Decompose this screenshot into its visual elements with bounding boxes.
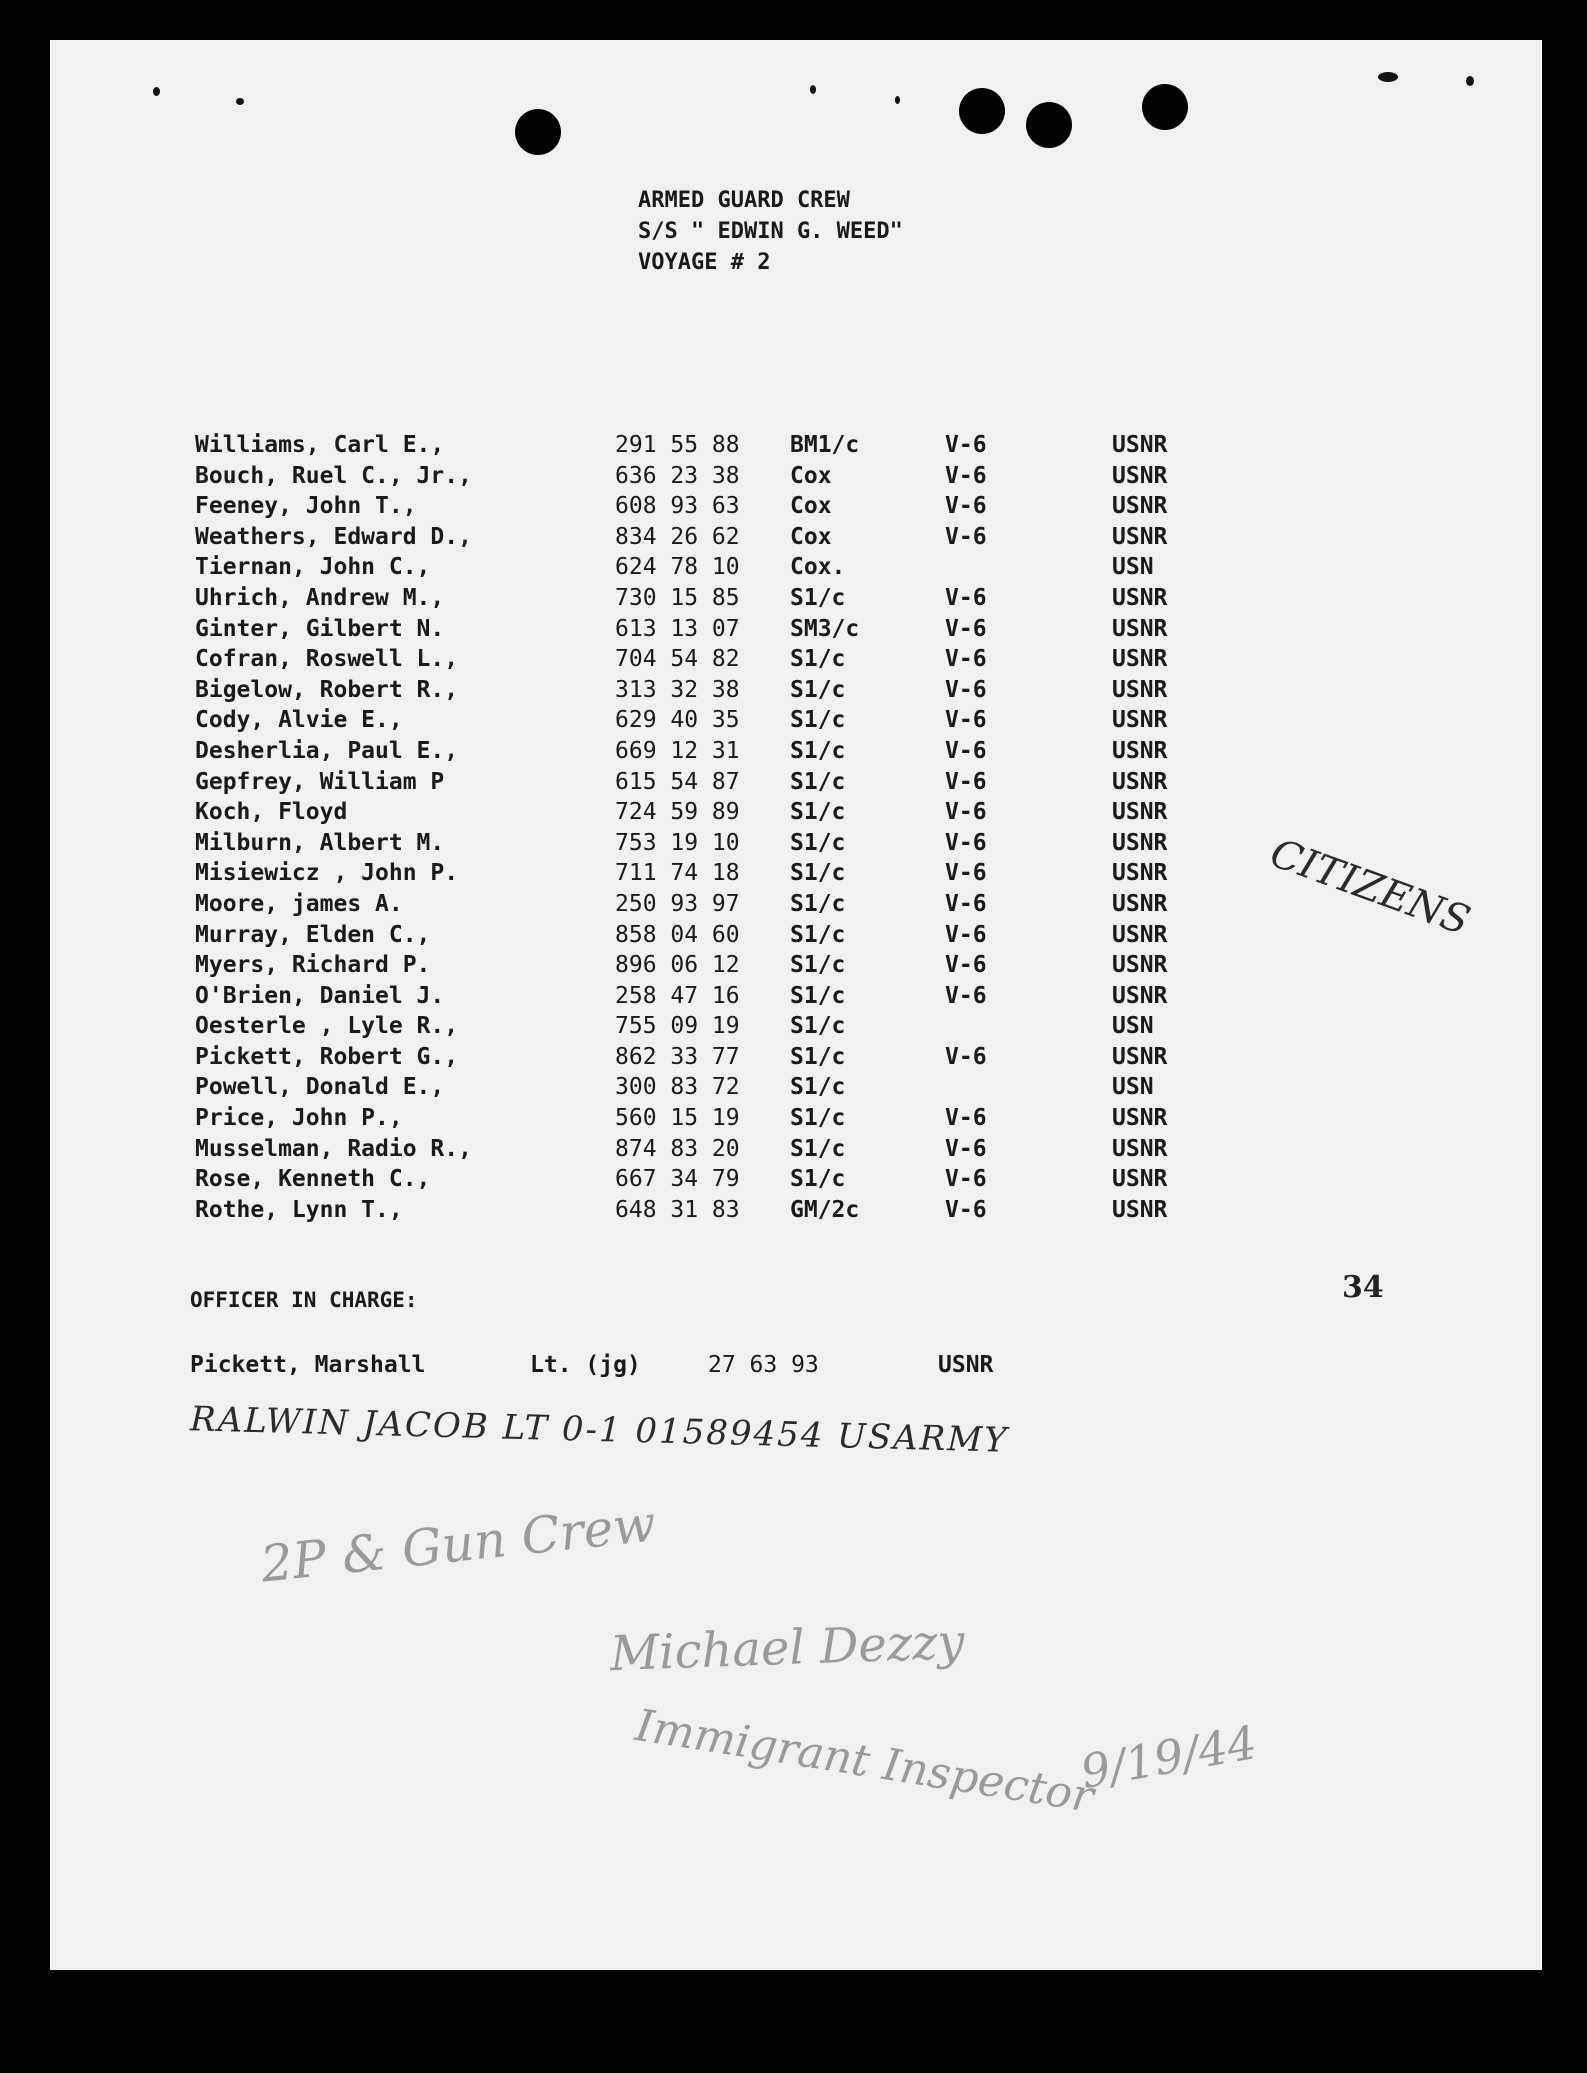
crew-class: V-6 [945, 829, 987, 856]
crew-component: USNR [1112, 646, 1168, 673]
crew-class: V-6 [945, 890, 987, 917]
crew-name: Bigelow, Robert R., [195, 676, 459, 703]
crew-service-number: 862 33 77 [615, 1043, 740, 1070]
crew-service-number: 608 93 63 [615, 493, 740, 520]
army-entry: RALWIN JACOB LT 0-1 01589454 USARMY [189, 1399, 1010, 1461]
crew-class: V-6 [945, 646, 987, 673]
crew-service-number: 291 55 88 [615, 432, 740, 458]
punch-hole [1026, 102, 1072, 148]
crew-name: Bouch, Ruel C., Jr., [195, 462, 472, 489]
crew-service-number: 896 06 12 [615, 952, 740, 979]
crew-rate: SM3/c [790, 615, 860, 642]
crew-component: USNR [1112, 676, 1168, 703]
crew-service-number: 834 26 62 [615, 523, 740, 550]
crew-rate: S1/c [790, 676, 846, 703]
crew-component: USNR [1112, 432, 1168, 458]
crew-class: V-6 [945, 1166, 987, 1193]
crew-class: V-6 [945, 523, 987, 550]
crew-class: V-6 [945, 799, 987, 826]
crew-service-number: 629 40 35 [615, 707, 740, 734]
officer-rank: Lt. (jg) [530, 1352, 641, 1378]
crew-name: O'Brien, Daniel J. [195, 982, 445, 1009]
crew-class: V-6 [945, 952, 987, 979]
crew-component: USN [1112, 554, 1154, 581]
crew-rate: S1/c [790, 1043, 846, 1070]
crew-component: USNR [1112, 829, 1168, 856]
crew-class: V-6 [945, 1043, 987, 1070]
crew-name: Myers, Richard P. [195, 952, 431, 979]
crew-name: Milburn, Albert M. [195, 829, 445, 856]
crew-name: Cofran, Roswell L., [195, 646, 459, 673]
crew-name: Desherlia, Paul E., [195, 737, 459, 764]
crew-component: USNR [1112, 1196, 1168, 1223]
crew-service-number: 615 54 87 [615, 768, 740, 795]
crew-class: V-6 [945, 1196, 987, 1223]
punch-hole [959, 88, 1005, 134]
crew-name: Pickett, Robert G., [195, 1043, 459, 1070]
crew-name: Price, John P., [195, 1105, 403, 1132]
crew-class: V-6 [945, 737, 987, 764]
crew-rate: S1/c [790, 584, 846, 611]
speck [1466, 76, 1474, 86]
document-header [638, 185, 903, 278]
crew-service-number: 711 74 18 [615, 860, 740, 887]
crew-service-number: 753 19 10 [615, 829, 740, 856]
crew-service-number: 704 54 82 [615, 646, 740, 673]
speck [810, 85, 816, 94]
crew-service-number: 755 09 19 [615, 1013, 740, 1040]
crew-name: Oesterle , Lyle R., [195, 1013, 459, 1040]
crew-name: Gepfrey, William P [195, 768, 445, 795]
speck [1378, 72, 1398, 82]
crew-name: Uhrich, Andrew M., [195, 584, 445, 611]
crew-rate: Cox [790, 462, 832, 489]
crew-rate: Cox [790, 523, 832, 550]
crew-component: USNR [1112, 860, 1168, 887]
crew-service-number: 730 15 85 [615, 584, 740, 611]
crew-class: V-6 [945, 676, 987, 703]
crew-class: V-6 [945, 768, 987, 795]
crew-component: USNR [1112, 1043, 1168, 1070]
crew-name: Musselman, Radio R., [195, 1135, 472, 1162]
crew-class: V-6 [945, 1135, 987, 1162]
officer-name: Pickett, Marshall [190, 1352, 426, 1378]
crew-name: Murray, Elden C., [195, 921, 431, 948]
crew-class: V-6 [945, 982, 987, 1009]
crew-component: USNR [1112, 768, 1168, 795]
crew-component: USNR [1112, 799, 1168, 826]
crew-component: USNR [1112, 1105, 1168, 1132]
crew-service-number: 560 15 19 [615, 1105, 740, 1132]
crew-service-number: 858 04 60 [615, 921, 740, 948]
crew-service-number: 250 93 97 [615, 890, 740, 917]
crew-rate: S1/c [790, 1105, 846, 1132]
crew-rate: S1/c [790, 1166, 846, 1193]
crew-name: Ginter, Gilbert N. [195, 615, 445, 642]
crew-rate: S1/c [790, 737, 846, 764]
crew-name: Rose, Kenneth C., [195, 1166, 431, 1193]
crew-rate: S1/c [790, 799, 846, 826]
crew-name: Feeney, John T., [195, 493, 417, 520]
officer-number: 27 63 93 [708, 1352, 819, 1378]
header-voyage: VOYAGE # 2 [638, 250, 771, 275]
page-number: 34 [1342, 1270, 1384, 1305]
faint-note: 2P & Gun Crew [258, 1494, 659, 1594]
crew-name: Williams, Carl E., [195, 432, 445, 458]
crew-rate: S1/c [790, 1013, 846, 1040]
crew-class: V-6 [945, 707, 987, 734]
crew-rate: Cox [790, 493, 832, 520]
crew-service-number: 613 13 07 [615, 615, 740, 642]
crew-rate: S1/c [790, 860, 846, 887]
crew-class: V-6 [945, 493, 987, 520]
crew-name: Koch, Floyd [195, 799, 348, 826]
officer-heading: OFFICER IN CHARGE: [190, 1288, 418, 1312]
crew-rate: S1/c [790, 952, 846, 979]
crew-name: Rothe, Lynn T., [195, 1196, 403, 1223]
punch-hole [515, 109, 561, 155]
crew-component: USN [1112, 1074, 1154, 1101]
crew-class: V-6 [945, 921, 987, 948]
crew-service-number: 258 47 16 [615, 982, 740, 1009]
crew-component: USNR [1112, 737, 1168, 764]
crew-component: USNR [1112, 523, 1168, 550]
crew-rate: S1/c [790, 890, 846, 917]
document-page [50, 40, 1542, 1970]
crew-rate: S1/c [790, 982, 846, 1009]
margin-note: CITIZENS [1264, 830, 1476, 945]
inspector-title: Immigrant Inspector [632, 1700, 1097, 1823]
crew-component: USNR [1112, 921, 1168, 948]
speck [895, 96, 900, 104]
crew-rate: GM/2c [790, 1196, 860, 1223]
crew-rate: BM1/c [790, 432, 860, 458]
crew-component: USNR [1112, 462, 1168, 489]
crew-component: USN [1112, 1013, 1154, 1040]
crew-rate: S1/c [790, 921, 846, 948]
crew-rate: Cox. [790, 554, 846, 581]
crew-name: Weathers, Edward D., [195, 523, 472, 550]
header-title: ARMED GUARD CREW [638, 188, 850, 213]
crew-name: Cody, Alvie E., [195, 707, 403, 734]
crew-name: Tiernan, John C., [195, 554, 431, 581]
crew-component: USNR [1112, 952, 1168, 979]
crew-component: USNR [1112, 707, 1168, 734]
inspection-date: 9/19/44 [1076, 1715, 1261, 1799]
crew-service-number: 724 59 89 [615, 799, 740, 826]
crew-component: USNR [1112, 493, 1168, 520]
crew-service-number: 648 31 83 [615, 1196, 740, 1223]
crew-rate: S1/c [790, 646, 846, 673]
crew-name: Misiewicz , John P. [195, 860, 459, 887]
crew-name: Powell, Donald E., [195, 1074, 445, 1101]
crew-rate: S1/c [790, 707, 846, 734]
officer-row [190, 1352, 1090, 1384]
crew-component: USNR [1112, 890, 1168, 917]
punch-hole [1142, 84, 1188, 130]
crew-rate: S1/c [790, 1135, 846, 1162]
crew-service-number: 300 83 72 [615, 1074, 740, 1101]
speck [236, 98, 244, 105]
crew-class: V-6 [945, 860, 987, 887]
crew-class: V-6 [945, 615, 987, 642]
officer-component: USNR [938, 1352, 994, 1378]
speck [153, 87, 160, 96]
crew-rate: S1/c [790, 829, 846, 856]
header-ship: S/S " EDWIN G. WEED" [638, 219, 903, 244]
crew-component: USNR [1112, 982, 1168, 1009]
crew-component: USNR [1112, 584, 1168, 611]
crew-class: V-6 [945, 1105, 987, 1132]
crew-service-number: 624 78 10 [615, 554, 740, 581]
crew-class: V-6 [945, 432, 987, 458]
crew-rate: S1/c [790, 1074, 846, 1101]
crew-component: USNR [1112, 615, 1168, 642]
crew-component: USNR [1112, 1135, 1168, 1162]
crew-component: USNR [1112, 1166, 1168, 1193]
crew-service-number: 667 34 79 [615, 1166, 740, 1193]
crew-service-number: 313 32 38 [615, 676, 740, 703]
crew-service-number: 636 23 38 [615, 462, 740, 489]
crew-rate: S1/c [790, 768, 846, 795]
crew-class: V-6 [945, 462, 987, 489]
crew-class: V-6 [945, 584, 987, 611]
crew-service-number: 669 12 31 [615, 737, 740, 764]
inspector-signature: Michael Dezzy [609, 1613, 966, 1683]
crew-name: Moore, james A. [195, 890, 403, 917]
crew-service-number: 874 83 20 [615, 1135, 740, 1162]
